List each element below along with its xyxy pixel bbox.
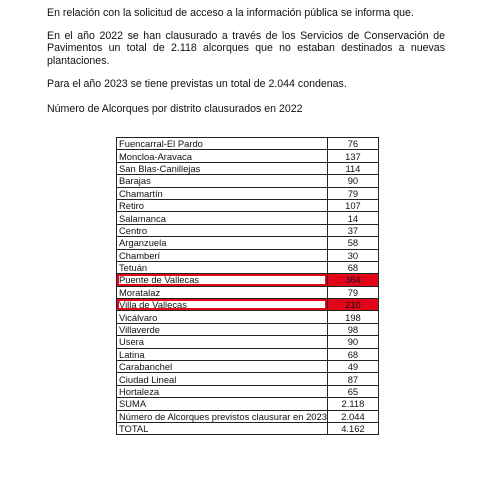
district-value-cell: 137 — [327, 150, 378, 162]
district-name-cell: Chamartín — [117, 187, 328, 199]
table-row — [117, 348, 379, 360]
table-row — [117, 323, 379, 335]
district-name-cell: Ciudad Lineal — [117, 373, 328, 385]
district-name-cell: Tetuán — [117, 261, 328, 273]
district-value-cell: 79 — [327, 187, 378, 199]
table-row — [117, 261, 379, 273]
district-name-cell: Arganzuela — [117, 237, 328, 249]
district-name-cell: Puente de Vallecas — [117, 274, 328, 286]
district-value-cell: 4.162 — [327, 422, 378, 434]
table-row — [117, 385, 379, 397]
table-row — [117, 373, 379, 385]
district-name-cell: Moratalaz — [117, 286, 328, 298]
table-row — [117, 336, 379, 348]
table-row-highlighted — [117, 299, 379, 311]
district-value-cell: 2.044 — [327, 410, 378, 422]
district-name-cell: Villa de Vallecas — [117, 299, 328, 311]
district-value-cell: 58 — [327, 237, 378, 249]
previstas-2023-paragraph: Para el año 2023 se tiene previstas un total de 2.044 condenas. — [47, 78, 347, 90]
district-value-cell: 114 — [327, 162, 378, 174]
district-value-cell: 2.118 — [327, 398, 378, 410]
district-name-cell: TOTAL — [117, 422, 328, 434]
district-name-cell: Salamanca — [117, 212, 328, 224]
table-row — [117, 398, 379, 410]
district-value-cell: 30 — [327, 249, 378, 261]
table-row — [117, 150, 379, 162]
district-name-cell: Centro — [117, 224, 328, 236]
district-value-cell: 210 — [327, 299, 378, 311]
district-value-cell: 198 — [327, 311, 378, 323]
district-value-cell: 49 — [327, 361, 378, 373]
table-row — [117, 422, 379, 434]
table-row — [117, 199, 379, 211]
district-name-cell: Villaverde — [117, 323, 328, 335]
table-row — [117, 162, 379, 174]
district-value-cell: 364 — [327, 274, 378, 286]
district-value-cell: 37 — [327, 224, 378, 236]
table-row — [117, 286, 379, 298]
district-name-cell: Carabanchel — [117, 361, 328, 373]
district-name-cell: Moncloa-Aravaca — [117, 150, 328, 162]
district-name-cell: Número de Alcorques previstos clausurar en 2023 — [117, 410, 328, 422]
district-value-cell: 87 — [327, 373, 378, 385]
table-row — [117, 138, 379, 150]
district-name-cell: Latina — [117, 348, 328, 360]
table-row — [117, 187, 379, 199]
district-value-cell: 107 — [327, 199, 378, 211]
table-row — [117, 311, 379, 323]
table-row — [117, 212, 379, 224]
table-row — [117, 249, 379, 261]
district-value-cell: 90 — [327, 175, 378, 187]
district-name-cell: San Blas-Canillejas — [117, 162, 328, 174]
district-value-cell: 65 — [327, 385, 378, 397]
table-row — [117, 175, 379, 187]
district-value-cell: 14 — [327, 212, 378, 224]
district-value-cell: 68 — [327, 348, 378, 360]
district-value-cell: 90 — [327, 336, 378, 348]
district-name-cell: Fuencarral-El Pardo — [117, 138, 328, 150]
intro-paragraph: En relación con la solicitud de acceso a la información pública se informa que. — [47, 7, 414, 19]
district-name-cell: Chamberí — [117, 249, 328, 261]
district-value-cell: 98 — [327, 323, 378, 335]
table-row-highlighted — [117, 274, 379, 286]
table-row — [117, 361, 379, 373]
district-name-cell: Usera — [117, 336, 328, 348]
district-value-cell: 68 — [327, 261, 378, 273]
district-name-cell: Vicálvaro — [117, 311, 328, 323]
table-row — [117, 410, 379, 422]
table-row — [117, 237, 379, 249]
table-row — [117, 224, 379, 236]
districts-table — [116, 137, 379, 435]
clausurados-2022-paragraph: En el año 2022 se han clausurado a través de los Servicios de Conservación de Pavimentos un total de 2.118 alcorques que no estaban destinados a nuevas plantaciones. — [47, 30, 445, 67]
district-name-cell: SUMA — [117, 398, 328, 410]
district-value-cell: 79 — [327, 286, 378, 298]
district-name-cell: Hortaleza — [117, 385, 328, 397]
table-caption: Número de Alcorques por distrito clausurados en 2022 — [47, 103, 303, 115]
district-name-cell: Retiro — [117, 199, 328, 211]
district-name-cell: Barajas — [117, 175, 328, 187]
district-value-cell: 76 — [327, 138, 378, 150]
